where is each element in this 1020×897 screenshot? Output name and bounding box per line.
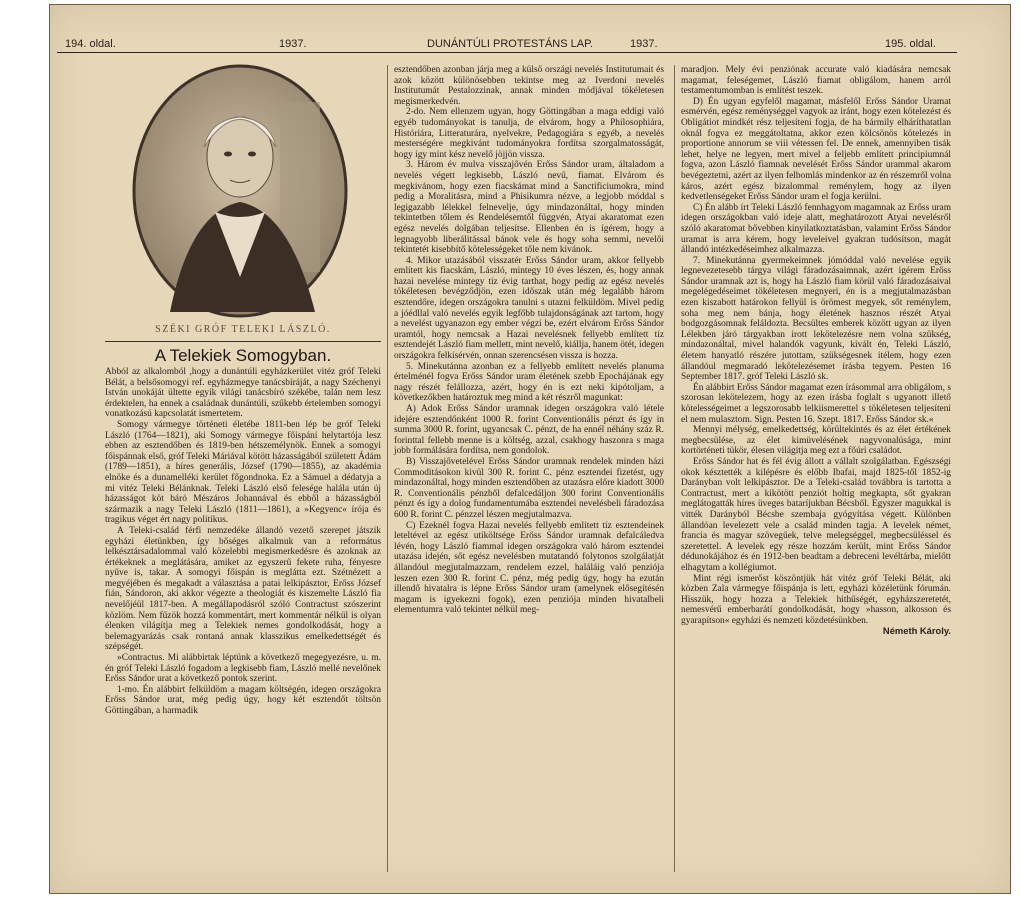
paragraph: Én alábbirt Erőss Sándor magamat ezen írásommal arra obligálom, s szorosan lekötelezem, hogy az ezen írásba foglalt s ugyanott illető kötelességeimet a legszorosabb lelkiismerettel s tökéletesen teljesíteni el nem mulasztom. Sign. Pesten 16. Szept. 1817. Erőss Sándor sk.« [681,382,951,425]
column-3 [674,65,951,872]
portrait-engraving [130,62,350,320]
page-header [57,36,957,53]
left-page-number: 194. oldal. [65,38,116,50]
column-1 [105,367,381,872]
paragraph: Erőss Sándor hat és fél évig állott a vállalt szolgálatban. Egészségi okok késztették a kilépésre és előbb Ibafai, majd 1825-től 1852-ig Darányban volt lelkipásztor. De a Teleki-család továbbra is tartotta a Contractust, mert a kikötött penziót holtig megkapta, sőt gyakran meglátogatták híres üveges bataríjukban Bécsből. Egyszer magukkal is vitték Darányból Bécsbe szembaja gyógyítása végett. Különben állandóan levelezett vele a család minden tagja. A levelek német, francia és magyar szövegűek, telve melegséggel, megbecsüléssel és szeretettel. A levelek egy része hozzám került, mint Erőss Sándor dédunokájához és én 1912-ben beadtam a debreceni levéltárba, mielőtt elhagytam a kollégiumot. [681,456,951,573]
paragraph: 4. Mikor utazásából visszatér Erőss Sándor uram, akkor fellyebb említett kis fiacskám, László, mintegy 10 éves lészen, és, hogy annak hazai nevelése mintegy tíz évig tarthat, hogy pedig az egész nevelés tökéletesen bevégződjön, ezen időszak után még legalább három esztendőre, idegen országokra tanulni s utazni felküldöm. Mivel pedig a jóédllal való nevelés egyik legfőbb tulajdonságának azt tartom, hogy a nevelést ugyanazon egy ember végzi be, ezért elvárom Erőss Sándor uramtól, hogy nemcsak a Hazai nevelésnek fellyebb említett tíz esztendejét László fiam mellett, mint nevelő, kiállja, hanem ötét, idegen országokra felkísérvén, onnan szerencsésen vissza is hozza. [394,255,664,362]
paragraph: »Contractus. Mi alábbirtak léptünk a következő megegyezésre, u. m. én gróf Teleki László fogadom a legkisebb fiam, László mellé nevelőnek Erőss Sándor urat a következő pontok szerint. [105,653,381,685]
paragraph: Mennyi mélység, emelkedettség, körültekintés és az élet értékének megbecsülése, az élet kimüvelésének nagyvonalúsága, mint kortörténeti tükör, élesen világítja meg ezt a főúri családot. [681,425,951,457]
divider [105,341,381,342]
paragraph: maradjon. Mely évi penziónak accurate való kiadására nemcsak magamat, feleségemet, László fiamat obligálom, hanem arról testamentumomban is említést teszek. [681,65,951,97]
paragraph: Somogy vármegye történeti életébe 1811-ben lép be gróf Teleki László (1764—1821), aki Somogy vármegye főispáni helytartója lesz ebben az esztendőben és 1819-ben hétszemélynök. Ennek a somogyi főispánnak első, gróf Teleki Máriával kötött házasságából született Ádám (1789—1851), a híres generális, József (1790—1855), az akadémia elnöke és a dunamelléki kerület főgondnoka. Ez a Sámuel a dédatyja a mi vitéz Teleki Bélánknak. Teleki László első felesége halála után új házasságot köt báró Mészáros Johannával és ebből a házasságból származik a nagy Teleki László (1811—1861), a »Kegyenc« írója és tragikus véget ért nagy politikus. [105,419,381,526]
paragraph: 2-do. Nem ellenzem ugyan, hogy Göttingában a maga eddigi való egyéb tudományokat is tanulja, de elvárom, hogy a Philosophiára, Históriára, Litteraturára, nyelvekre, Pedagogiára s egyéb, a nevelés mesterségére megkivánt tudományokra fordítsa szorgalmatosságát, hogy így mint kész nevelő jöjjön vissza. [394,107,664,160]
paragraph: A Teleki-család férfi nemzedéke állandó vezető szerepet játszik egyházi életünkben, így bőséges alkalmuk van a református lelkésztársadalommal való közelebbi megismerkedésre és azoknak az értékeknek a meglátására, amiket az egyszerű fekete ruha, fényesre nyűve is, takar. A somogyi főispán is meglátta ezt. Szétnézett a megyéjében és megakadt a választása a patai lelkipásztor, Erőss József fián, Sándoron, aki akkor végezte a theologiát és kiszemelte László fia nevelőjéül 1817-ben. A megállapodásról szóló Contractust szószerint közlöm. Nem fűzök hozzá kommentárt, mert kommentár nélkül is olyan élenken világítja meg a Telekiek nemes gondolkodását, hogy a belemagyarázás csak rontaná annak klasszikus emelkedettségét és szépségét. [105,525,381,653]
author-signature: Németh Károly. [882,625,951,637]
paragraph: 1-mo. Én alábbirt felküldöm a magam költségén, idegen országokra Erőss Sándor urat, még pedig úgy, hogy két esztendőt töltsön Göttingában, a harmadik [105,684,381,716]
paragraph: A) Adok Erőss Sándor uramnak idegen országokra való létele idejére esztendőnként 1000 R. forint Conventionális pénzt és így in summa 3000 R. forint, ugyancsak C. pénzt, de ha ennél néhány száz R. forinttal fellebb menne is a költség, azzal, csakhogy haszonra s maga jobb formálására fordítsa, nem gondolok. [394,404,664,457]
paragraph: 3. Három év mulva visszajővén Erőss Sándor uram, általadom a nevelés végett legkisebb, László nevű, fiamat. Elvárom és megkivánom, hogy ezen fiacskámat mind a Sanctificiumokra, mind pedig a Moralitásra, mind a Phisikumra nézve, a legjobb móddal s legigazabb lélekkel felnevelje, úgy mindazonáltal, hogy minden tekintetben tőlem és Rendelésemtől függvén, Atyai akaratomat ezen egész nevelés dolgában teljesítse. Ellenben én is ígérem, hogy a legnagyobb liberálitással bánok vele és hogy soha semmi, nevelői tekintetét kisebbítő kötelességeket tőle nem kivánok. [394,160,664,256]
paragraph: D) Én ugyan egyfelől magamat, másfelől Erőss Sándor Uramat esmérvén, egész reménységgel vagyok az iránt, hogy ezen kötelezést és Obligátiot mindkét rész teljesíteni fogja, de ha bármily elháríthatatlan oknál fogva ez meggátoltatna, akkor ezen kölcsönös kötelezés in proportione annorum se viii vétessen fel. De ennek, amennyiben tisák lehet, helye ne legyen, mert mivel a feljebb említett principiumnál fogva, azon László fiamnak nevelését Erőss Sándor urammal akarom bevégeztetni, azért az ilyen felbomlás mindenkor az én részemről volna káros, azért egész bizalommal reménylem, hogy az ilyen kedvetlenségeket Erőss Sándor uram el fogja kerülni. [681,96,951,203]
paragraph: C) Én alább írt Teleki László fennhagyom magamnak az Erőss uram idegen országokban való ideje alatt, meghatározott Atyai nevelésről szóló akaratomat bővebben kinyilatkoztatásban, valamint Erőss Sándor uramat is arra kérem, hogy leveleivel gyakran tudósítson, magát állandó intézkedéseimhez alkalmazza. [681,202,951,256]
left-year: 1937. [279,38,307,50]
newspaper-title: DUNÁNTÚLI PROTESTÁNS LAP. [427,38,594,50]
column-2 [387,65,664,872]
paragraph: Abból az alkalomból ,hogy a dunántúli egyházkerület vitéz gróf Teleki Bélát, a belsősomogyi ref. egyházmegye tanácsbíráját, a nagy Széchenyi István unokáját ültette egyik világi tanácsbíró székébe, talán nem lesz érdektelen, ha ennek a családnak dunántúli, szűkebb értelemben somogyi vonatkozású kapcsolatát ismertetem. [105,367,381,420]
article-title: A Telekiek Somogyban. [154,346,332,365]
paragraph: 7. Minekutánna gyermekeimnek jómóddal való nevelése egyik legnevezetesebb tárgya világi fáradozásaimnak, azért igérem Erőss Sándor uramnak azt is, hogy ha László fiam körül való fáradozásaival megelégedéseimet tökéletesen megnyeri, én is a megjutalmazásban ezen kiszabott határokon fellyül is örömest megyek, sőt reménylem, soha meg nem bánja, hogy életének hasznos részét Atyai bodgozgásomnak feláldozta. Becsültes emberek között ugyan az ilyen Lélekben járó tárgyakban irott lekötelezésre nem volna szükség, mindazonáltal, mivel halandók vagyunk, kivált én, Teleki László, életem hanyatló részére jutottam, szükségesnek ítélem, hogy ezen állandóul megmaradó lekötelezésemet írásba tegyem. Pesten 16 September 1817. gróf Teleki László sk. [681,255,951,383]
right-page-number: 195. oldal. [885,38,936,50]
paragraph: esztendőben azonban járja meg a külső országi nevelés Institutumait és azok között különösebben tekintse meg az Iverdoni nevelés Institutumát Pestalozzinak, annak minden módjával tökéletesen megismerkedvén. [394,65,664,107]
paragraph: B) Visszajővetelével Erőss Sándor uramnak rendelek minden házi Commoditásokon kivül 300 R. forint C. pénz esztendei fizetést, ugy mindazonáltal, hogy minden esztendőben az utazásra előre kiadott 3000 R. Conventionális pénzből defalcedáljon 300 forint Conventionális pénzt és így a dolog fundamentumába esztendei nevelésbeli fáradozása 600 R. forint C. pénzzel lészen megjutalmazva. [394,456,664,520]
paragraph: 5. Minekutánna azonban ez a fellyebb említett nevelés planuma értelménél fogva Erőss Sándor uram életének szebb Epochájának egy nagy részét felállozza, azért, hogy én is ezt neki kipótoljam, a következőkben határoztuk meg mind a két részről magunkat: [394,361,664,404]
right-year: 1937. [630,38,658,50]
paragraph: C) Ezeknél fogva Hazai nevelés fellyebb említett tíz esztendeinek leteltével az egész utiköltsége Erőss Sándor uramnak defalcáledva lévén, hogy László fiammal idegen országokra való három esztendei utazása idején, sőt egész nevelésben mutatandó folytonos szolgálatját állandóul megjutalmazzam, rendelem ezzel, haláláig való penziója leszen ezen 300 R. forint C. pénz, még pedig úgy, hogy ha ezután illendő hivatalra is lépne Erőss Sándor uram (amelynek elősegítésén magam is igyekezni fogok), ezen penziója minden hivatalbeli elementumra való tekintet nélkül meg- [394,520,664,616]
portrait-caption: SZÉKI GRÓF TELEKI LÁSZLÓ. [155,324,331,335]
paragraph: Mint régi ismerőst köszöntjük hát vitéz gróf Teleki Bélát, aki közben Zala vármegye főispánja is lett, egyházi közéletünk fórumán. Hisszük, hogy hozza a Telekiek hithűségét, egyházszeretetét, nemesvérű emberbarátí gondolkodását, hogy »hasson, alkosson és gyarapítson« egyházi és nemzeti közdetésünkben. [681,573,951,626]
